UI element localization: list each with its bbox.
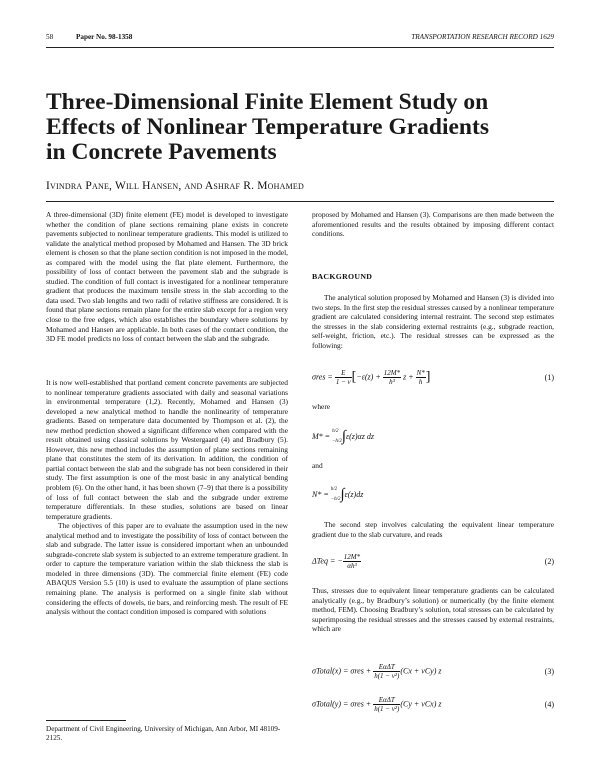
eq1-num: E xyxy=(335,369,352,378)
section-heading-background: BACKGROUND xyxy=(312,272,373,281)
eq3-lhs: σTotal(x) = σres + xyxy=(312,666,374,676)
paper-number: Paper No. 98-1358 xyxy=(76,33,133,41)
equation-number: (4) xyxy=(544,700,554,709)
thus-paragraph xyxy=(312,586,554,634)
title-line: Effects of Nonlinear Temperature Gradients xyxy=(46,114,489,140)
eq2-fraction xyxy=(343,553,361,570)
and-text: and xyxy=(312,461,323,470)
eq3-rhs: (Cx + νCy) z xyxy=(400,666,442,676)
integral-limits xyxy=(331,485,341,505)
introduction xyxy=(46,378,288,617)
eq1-fraction-2 xyxy=(383,369,401,386)
eq1-den2: h³ xyxy=(389,378,395,386)
eq1-fraction-3 xyxy=(416,369,426,386)
equation-m-star xyxy=(312,427,554,453)
continuation-text: proposed by Mohamed and Hansen (3). Comparisons are then made between the aforementioned results and the results obtained by imposing different contact conditions. xyxy=(312,210,554,239)
eq1-mid: −ε(z) + xyxy=(356,372,383,382)
equation-n-star xyxy=(312,485,554,511)
eq1-num2: 12M* xyxy=(383,369,401,377)
eq4-rhs: (Cy + νCx) z xyxy=(400,699,442,709)
equation-m-expression: M* = h/2 −h/2∫ε(z)αz dz xyxy=(312,427,374,447)
m-integrand: ε(z)αz dz xyxy=(345,431,374,441)
equation-3 xyxy=(312,663,554,689)
eq1-den: 1 − ν xyxy=(335,378,351,386)
equation-number: (2) xyxy=(544,557,554,566)
page-number: 58 xyxy=(46,33,54,41)
header-rule xyxy=(46,47,554,48)
background-paragraph xyxy=(312,293,554,350)
eq1-z: z + xyxy=(401,372,416,382)
second-step-text: The second step involves calculating the equivalent linear temperature gradient due to the slab curvature, and reads xyxy=(312,520,554,539)
eq2-lhs: ΔTeq = − xyxy=(312,556,343,566)
eq1-lhs: σres = xyxy=(312,372,335,382)
footnote-rule xyxy=(46,720,126,721)
eq4-num: EαΔT xyxy=(373,696,400,705)
running-header xyxy=(46,33,554,47)
eq2-num: 12M* xyxy=(343,553,361,561)
equation-number: (3) xyxy=(544,667,554,676)
title-rule xyxy=(46,201,554,202)
intro-paragraph: It is now well-established that portland cement concrete pavements are subjected to nonlinear temperature gradients associated with daily and seasonal variations in environmental temperature (1,2). Recently, Mohamed and Hansen (3) developed a new analytical method to handle the nonlinearity of temperature gradients. Based on temperature data documented by Thompson et al. (2), the new method prediction showed a significant difference when compared with the result obtained using classical solutions by Westergaard (4) and Bradbury (5). However, this new method includes the assumption of plane sections remaining plane that constitutes the stem of its derivation. In addition, the condition of partial contact between the slab and the subgrade has not been considered in their study. The first assumption is one of the most basic in any analytical bending problem (6). On the other hand, it has been shown (7–9) that there is a possibility of loss of full contact between the slab and the subgrade under extreme temperature differentials. In these studies, solutions are based on linear temperature gradients. xyxy=(46,378,288,521)
background-text: The analytical solution proposed by Mohamed and Hansen (3) is divided into two steps. In the first step the residual stresses caused by a nonlinear temperature gradient are calculated considering internal restraint. The second step estimates the stresses in the slab considering external restraints (e.g., subgrade reaction, self-weight, friction, etc.). The residual stresses can be expressed as the following: xyxy=(312,293,554,350)
equation-n-expression: N* = h/2 −h/2∫ε(z)dz xyxy=(312,485,363,505)
eq1-fraction xyxy=(335,369,352,386)
limit-top: h/2 xyxy=(330,487,338,492)
thus-text: Thus, stresses due to equivalent linear temperature gradients can be calculated analytically (e.g., by Bradbury’s solution) or numerically (by the finite element method, FEM). Choosing Bradbury’s solution, total stresses can be calculated by superimposing the residual stresses and the stresses caused by external restraints, which are xyxy=(312,586,554,634)
eq1-num3: N* xyxy=(416,369,425,377)
equation-2-expression xyxy=(312,553,361,570)
second-step-paragraph xyxy=(312,520,554,539)
title-line: in Concrete Pavements xyxy=(46,139,277,165)
author-list xyxy=(46,180,304,192)
author-affiliation: Department of Civil Engineering, University of Michigan, Ann Arbor, MI 48109-2125. xyxy=(46,725,281,742)
equation-3-expression xyxy=(312,663,441,680)
authors-text: Ivindra Pane, Will Hansen, and Ashraf R. Mohamed xyxy=(46,180,304,192)
n-lhs: N* = xyxy=(312,489,331,499)
eq3-fraction xyxy=(373,663,400,680)
paper-title xyxy=(46,90,566,165)
eq2-den: αh³ xyxy=(347,562,357,570)
equation-number: (1) xyxy=(544,373,554,382)
equation-1-expression: σres = $\frac{E}{1 - \nu}$ [−ε(z) + $\frac{12M*}{\text{h³}}$ z + $\frac{N*}{h}$ ] xyxy=(312,369,431,386)
eq4-den: h(1 − ν²) xyxy=(374,705,400,713)
eq4-fraction xyxy=(373,696,400,713)
eq3-den: h(1 − ν²) xyxy=(374,672,400,680)
limit-bottom: −h/2 xyxy=(330,497,341,502)
abstract-text: A three-dimensional (3D) finite element (FE) model is developed to investigate whether the condition of plane sections remaining plane exists in concrete pavements subjected to nonlinear temperature gradients. This model is utilized to validate the analytical method proposed by Mohamed and Hansen. The 3D brick element is chosen so that the plane section condition is not imposed in the model, as compared with the model using the flat plate element. Furthermore, the possibility of loss of contact between the pavement slab and the subgrade is studied. The condition of full contact is investigated for a nonlinear temperature gradient that produces the maximum tensile stress in the slab according to the data used. Two slab lengths and two radii of relative stiffness are considered. It is found that plane sections remain plane for the entire slab except for a region very close to the free edges, which also establishes the boundary where solutions by Mohamed and Hansen are applicable. In both cases of the contact condition, the 3D FE model predicts no loss of contact between the slab and the subgrade. xyxy=(46,210,288,344)
abstract xyxy=(46,210,288,344)
title-line: Three-Dimensional Finite Element Study on xyxy=(46,89,489,115)
m-lhs: M* = xyxy=(312,431,333,441)
limit-bottom: −h/2 xyxy=(332,439,342,444)
eq1-den3: h xyxy=(418,378,423,386)
limit-top: h/2 xyxy=(332,429,339,434)
n-integrand: ε(z)dz xyxy=(344,489,364,499)
equation-4 xyxy=(312,696,554,722)
where-text: where xyxy=(312,402,331,411)
right-column-continuation xyxy=(312,210,554,239)
eq4-lhs: σTotal(y) = σres + xyxy=(312,699,374,709)
integral-limits xyxy=(332,427,342,447)
equation-1 xyxy=(312,369,554,395)
intro-paragraph: The objectives of this paper are to evaluate the assumption used in the new analytical method and to investigate the possibility of loss of contact between the slab and subgrade. The latter issue is considered important when an unbounded subgrade-concrete slab system is subjected to an extreme temperature gradient. In order to capture the temperature variation within the slab thickness the slab is modeled in three dimensions (3D). The commercial finite element (FE) code ABAQUS Version 5.5 (10) is used to evaluate the assumption of plane sections remaining plane. The analysis is performed on a single finite slab without considering the effects of dowels, tie bars, and reinforcing mesh. The result of FE analysis without the contact condition imposed is compared with solutions xyxy=(46,521,288,617)
equation-4-expression xyxy=(312,696,441,713)
equation-2 xyxy=(312,553,554,579)
journal-name: TRANSPORTATION RESEARCH RECORD 1629 xyxy=(411,33,554,41)
eq3-num: EαΔT xyxy=(373,663,400,672)
